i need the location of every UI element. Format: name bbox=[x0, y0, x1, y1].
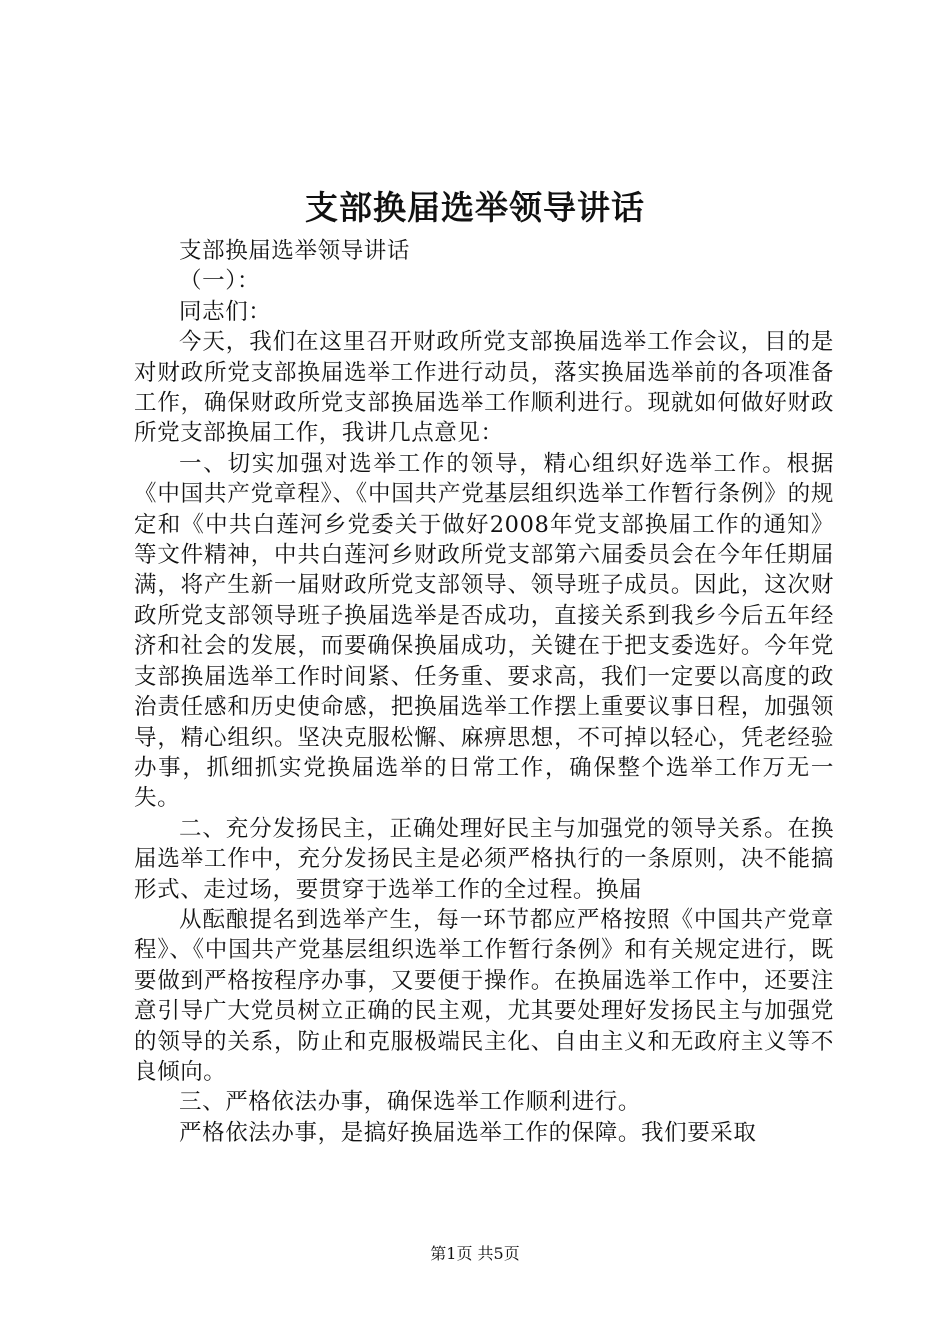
point-one-paragraph: 一、切实加强对选举工作的领导，精心组织好选举工作。根据《中国共产党章程》、《中国共产党基层组织选举工作暂行条例》的规定和《中共白莲河乡党委关于做好2008年党支部换届工作的通知》等文件精神，中共白莲河乡财政所党支部第六届委员会在今年任期届满，将产生新一届财政所党支部领导、领导班子成员。因此，这次财政所党支部领导班子换届选举是否成功，直接关系到我乡今后五年经济和社会的发展，而要确保换届成功，关键在于把支委选好。今年党支部换届选举工作时间紧、任务重、要求高，我们一定要以高度的政治责任感和历史使命感，把换届选举工作摆上重要议事日程，加强领导，精心组织。坚决克服松懈、麻痹思想，不可掉以轻心，凭老经验办事，抓细抓实党换届选举的日常工作，确保整个选举工作万无一失。 bbox=[134, 450, 834, 812]
intro-paragraph: 今天，我们在这里召开财政所党支部换届选举工作会议，目的是对财政所党支部换届选举工作进行动员，落实换届选举前的各项准备工作，确保财政所党支部换届选举工作顺利进行。现就如何做好财政所党支部换届工作，我讲几点意见： bbox=[134, 329, 834, 447]
point-three-heading-paragraph: 三、严格依法办事，确保选举工作顺利进行。 bbox=[179, 1089, 642, 1116]
page-number-footer: 第1页 共5页 bbox=[430, 1244, 520, 1263]
point-two-paragraph: 二、充分发扬民主，正确处理好民主与加强党的领导关系。在换届选举工作中，充分发扬民主是必须严格执行的一条原则，决不能搞形式、走过场，要贯穿于选举工作的全过程。换届 bbox=[134, 815, 834, 903]
salutation-paragraph: 同志们： bbox=[179, 298, 272, 325]
document-title: 支部换届选举领导讲话 bbox=[305, 188, 645, 227]
document-body bbox=[134, 236, 834, 1148]
point-three-body-paragraph: 严格依法办事，是搞好换届选举工作的保障。我们要采取 bbox=[179, 1119, 757, 1146]
section-number-paragraph: （一）： bbox=[179, 268, 261, 295]
subtitle-paragraph: 支部换届选举领导讲话 bbox=[179, 238, 411, 264]
point-two-continued-paragraph: 从酝酿提名到选举产生，每一环节都应严格按照《中国共产党章程》、《中国共产党基层组织选举工作暂行条例》和有关规定进行，既要做到严格按程序办事，又要便于操作。在换届选举工作中，还要注意引导广大党员树立正确的民主观，尤其要处理好发扬民主与加强党的领导的关系，防止和克服极端民主化、自由主义和无政府主义等不良倾向。 bbox=[134, 906, 834, 1085]
